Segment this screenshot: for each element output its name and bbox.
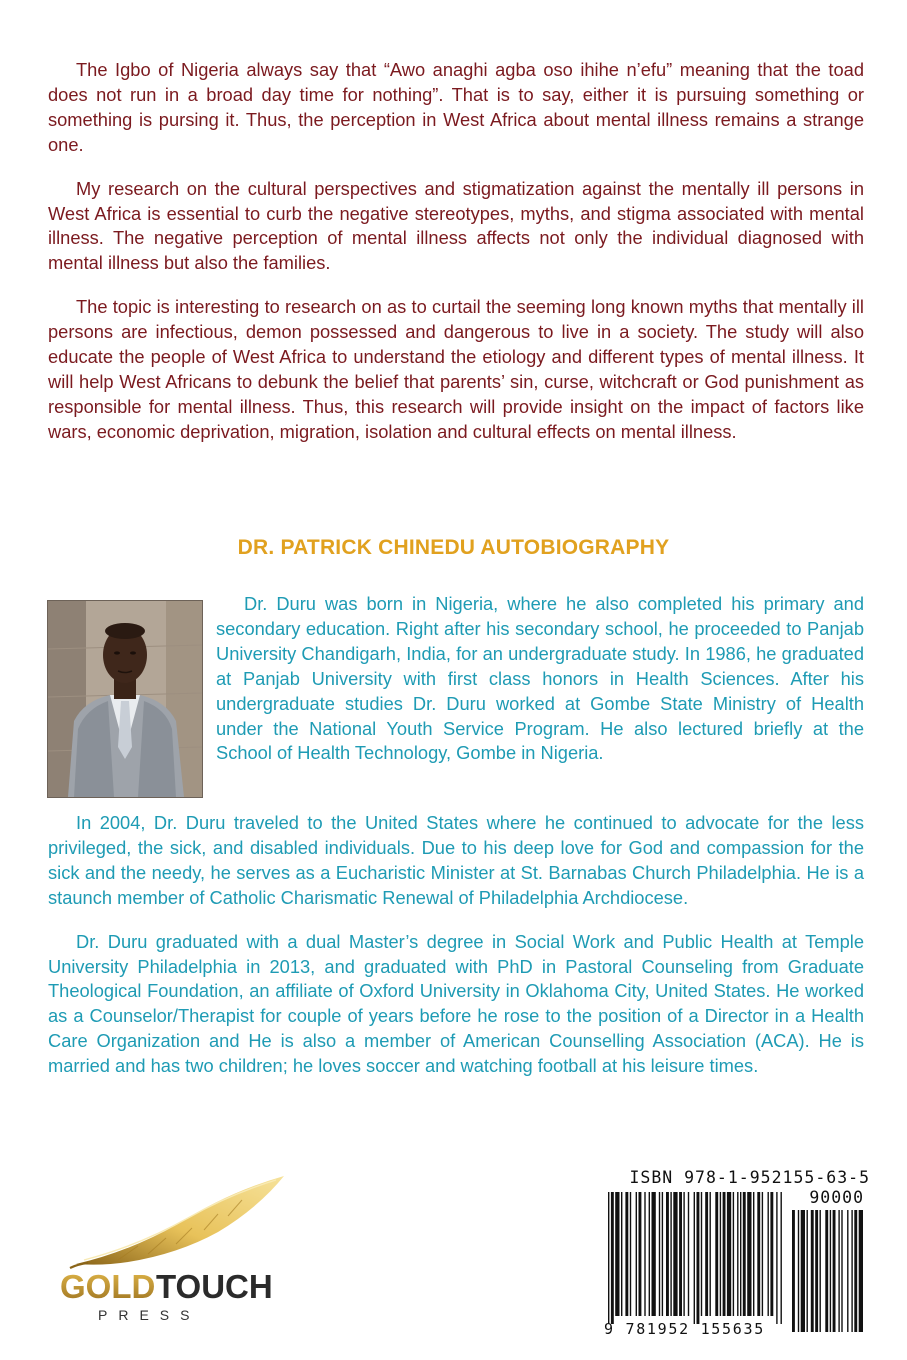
publisher-subtitle: PRESS	[98, 1307, 201, 1323]
bio-heading: DR. PATRICK CHINEDU AUTOBIOGRAPHY	[237, 536, 670, 559]
publisher-name-touch: TOUCH	[156, 1268, 273, 1305]
intro-section	[48, 58, 864, 464]
ean-digits-label: 9 781952 155635	[604, 1320, 765, 1338]
author-photo	[48, 601, 202, 797]
isbn-addon-label: 90000	[809, 1188, 864, 1207]
publisher-name-gold: GOLD	[60, 1268, 156, 1305]
bio-paragraph-3: Dr. Duru graduated with a dual Master’s degree in Social Work and Public Health at Temple University Philadelphia in 2013, and graduated with PhD in Pastoral Counseling from Graduate Theological Foundation, an affiliate of Oxford University in Oklahoma City, United States. He worked as a Counselor/Therapist for couple of years before he rose to the position of a Director in a Health Care Organization and He is also a member of American Counselling Association (ACA). He is married and has two children; he loves soccer and watching football at his leisure times.	[48, 930, 864, 1077]
intro-paragraph-2: My research on the cultural perspectives and stigmatization against the mentally ill persons in West Africa is essential to curb the negative stereotypes, myths, and stigma associated with mental illness. The negative perception of mental illness affects not only the individual diagnosed with mental illness but also the families.	[48, 177, 864, 274]
intro-paragraph-1: The Igbo of Nigeria always say that “Awo anaghi agba oso ihihe n’efu” meaning that the toad does not run in a broad day time for nothing”. That is to say, either it is pursuing something or something is pursing it. Thus, the perception in West Africa about mental illness remains a strange one.	[48, 59, 864, 155]
isbn-label: ISBN 978-1-952155-63-5	[629, 1168, 870, 1187]
feather-icon	[58, 1168, 308, 1328]
bio-section	[48, 592, 864, 1098]
isbn-barcode	[586, 1168, 868, 1338]
barcode-bars	[586, 1168, 868, 1338]
intro-paragraph-3: The topic is interesting to research on as to curtail the seeming long known myths that mentally ill persons are infectious, demon possessed and dangerous to live in a society. The study will also educate the people of West Africa to understand the etiology and different types of mental illness. It will help West Africans to debunk the belief that parents’ sin, curse, witchcraft or God punishment as responsible for mental illness. Thus, this research will provide insight on the impact of factors like wars, economic deprivation, migration, isolation and cultural effects on mental illness.	[48, 296, 864, 442]
bio-paragraph-2: In 2004, Dr. Duru traveled to the United States where he continued to advocate for the less privileged, the sick, and disabled individuals. Due to his deep love for God and compassion for the sick and the needy, he serves as a Eucharistic Minister at St. Barnabas Church Philadelphia. He is a staunch member of Catholic Charismatic Renewal of Philadelphia Archdiocese.	[48, 812, 864, 908]
publisher-logo	[58, 1168, 308, 1328]
bio-paragraph-1: Dr. Duru was born in Nigeria, where he also completed his primary and secondary education. Right after his secondary school, he proceeded to Panjab University Chandigarh, India, for an undergraduate study. In 1986, he graduated at Panjab University with first class honors in Health Sciences. After his undergraduate studies Dr. Duru worked at Gombe State Ministry of Health under the National Youth Service Program. He also lectured briefly at the School of Health Technology, Gombe in Nigeria.	[216, 593, 864, 764]
